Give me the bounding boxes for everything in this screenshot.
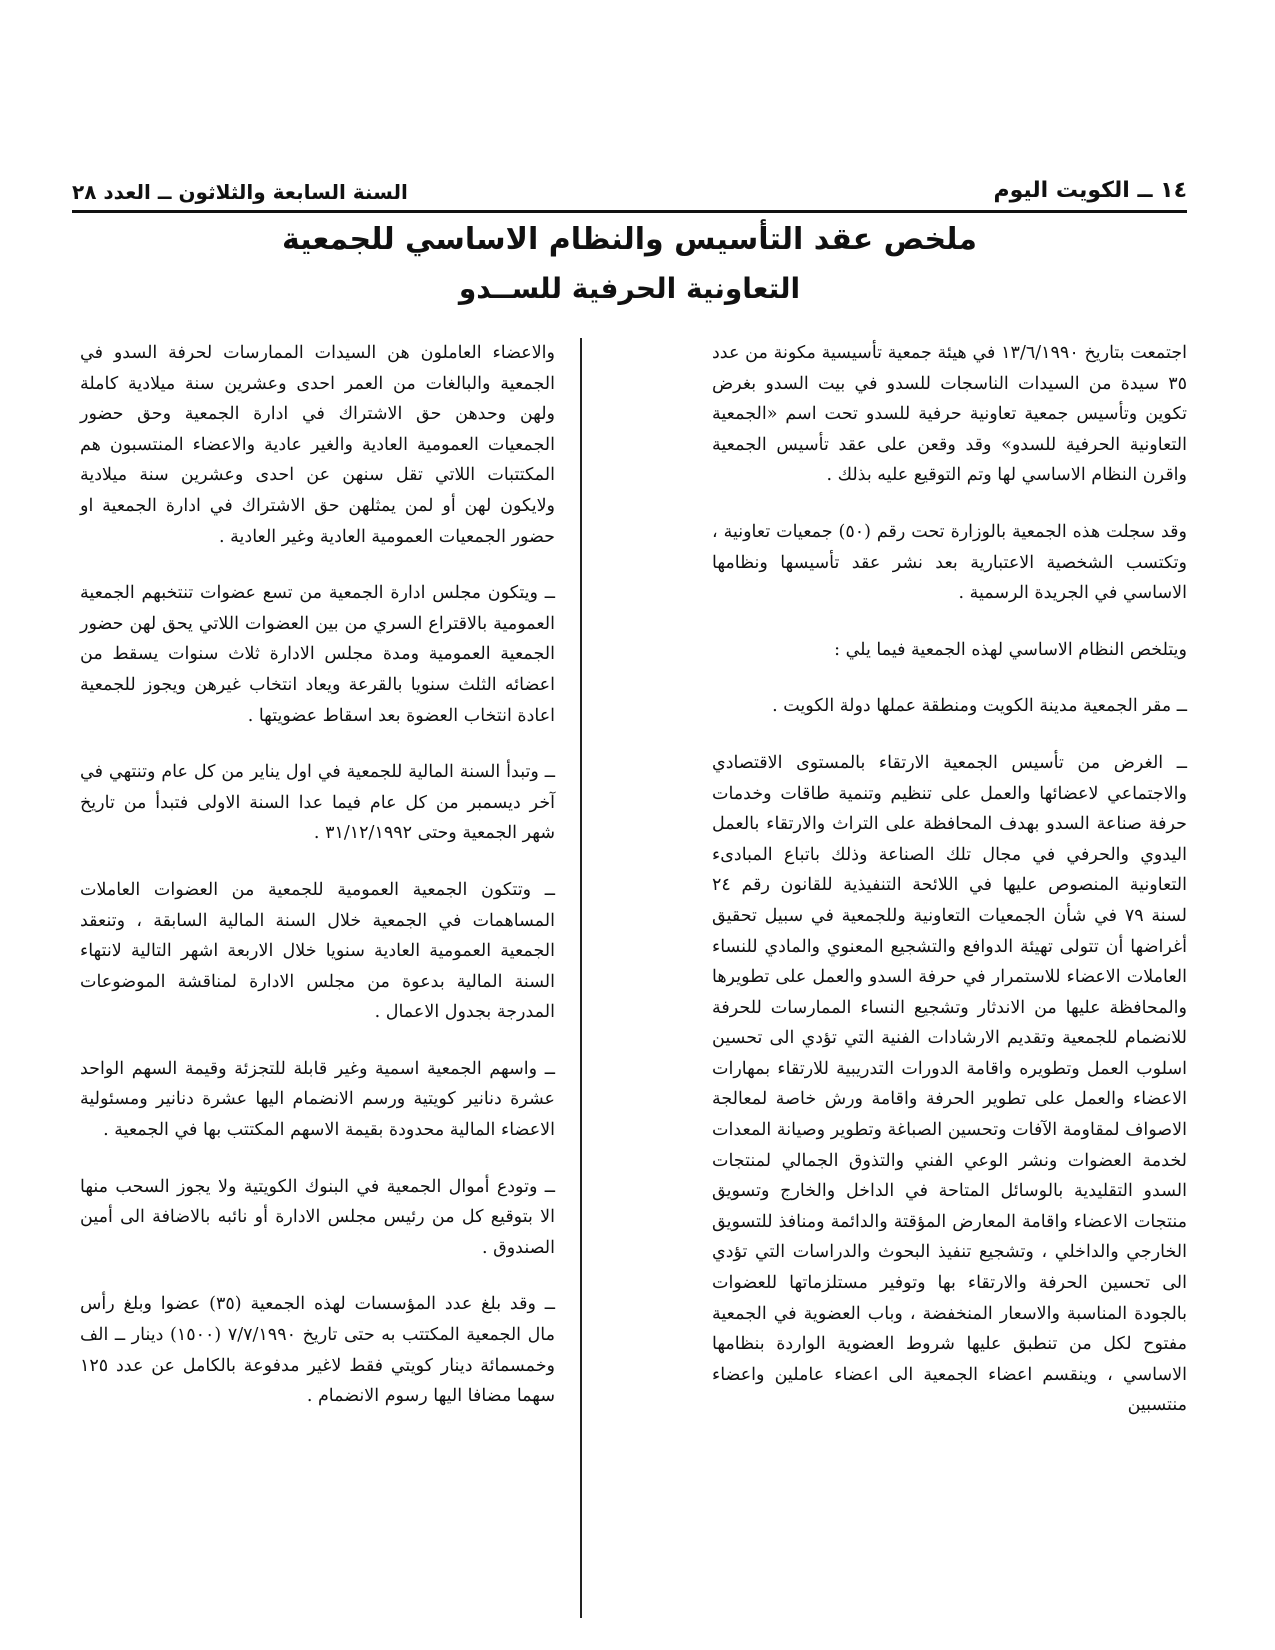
paragraph: ــ وتتكون الجمعية العمومية للجمعية من العضوات العاملات المساهمات في الجمعية خلال السنة المالية السابقة ، وتنعقد الجمعية العمومية العادية سنويا خلال الاربعة اشهر التالية لانتهاء السنة المالية بدعوة من مجلس الادارة لمناقشة الموضوعات المدرجة بجدول الاعمال .: [80, 879, 555, 1023]
article-title: ملخص عقد التأسيس والنظام الاساسي للجمعية: [282, 222, 977, 257]
paragraph: والاعضاء العاملون هن السيدات الممارسات لحرفة السدو في الجمعية والبالغات من العمر احدى وعشرين سنة ميلادية كاملة ولهن وحدهن حق الاشتراك في ادارة الجمعية وحق حضور الجمعيات العمومية العادية والغير عادية والاعضاء المنتسبون هم المكتتبات اللاتي تقل سنهن عن احدى وعشرين سنة ميلادية ولايكون لهن أو لمن يمثلهن حق الاشتراك في ادارة الجمعية او حضور الجمعيات العمومية العادية وغير العادية .: [80, 343, 555, 547]
header-rule: [72, 210, 1187, 213]
paragraph: ــ واسهم الجمعية اسمية وغير قابلة للتجزئة وقيمة السهم الواحد عشرة دنانير كويتية ورسم الانضمام اليها عشرة دنانير ومسئولية الاعضاء المالية محدودة بقيمة الاسهم المكتتب بها في الجمعية .: [80, 1058, 555, 1141]
article-subtitle: التعاونية الحرفية للســدو: [458, 272, 801, 305]
page-number-label: ١٤ ــ الكويت اليوم: [993, 178, 1187, 203]
paragraph: ــ وقد بلغ عدد المؤسسات لهذه الجمعية (٣٥) عضوا وبلغ رأس مال الجمعية المكتتب به حتى تاريخ ٧/٧/١٩٩٠ (١٥٠٠) دينار ــ الف وخمسمائة دينار كويتي فقط لاغير مدفوعة بالكامل عن عدد ١٢٥ سهما مضافا اليها رسوم الانضمام .: [80, 1294, 556, 1407]
paragraph: ــ وتودع أموال الجمعية في البنوك الكويتية ولا يجوز السحب منها الا بتوقيع كل من رئيس مجلس الادارة أو نائبه بالاضافة الى أمين الصندوق .: [80, 1176, 555, 1258]
paragraph: ويتلخص النظام الاساسي لهذه الجمعية فيما يلي :: [834, 639, 1187, 660]
right-column: [712, 338, 1187, 1447]
page-header: [72, 178, 1187, 204]
column-divider: [580, 338, 582, 1618]
paragraph: وقد سجلت هذه الجمعية بالوزارة تحت رقم (٥٠) جمعيات تعاونية ، وتكتسب الشخصية الاعتبارية بعد نشر عقد تأسيسها ونظامها الاساسي في الجريدة الرسمية .: [712, 521, 1187, 604]
issue-label: السنة السابعة والثلاثون ــ العدد ٢٨: [72, 180, 408, 204]
paragraph: ــ ويتكون مجلس ادارة الجمعية من تسع عضوات تنتخبهم الجمعية العمومية بالاقتراع السري من بين العضوات اللاتي يحق لهن حضور الجمعية العمومية ومدة مجلس الادارة ثلاث سنوات يسقط من اعضائه الثلث سنويا بالقرعة ويعاد انتخاب غيرهن ويجوز للجمعية اعادة انتخاب العضوة بعد اسقاط عضويتها .: [80, 583, 555, 726]
paragraph: ــ الغرض من تأسيس الجمعية الارتقاء بالمستوى الاقتصادي والاجتماعي لاعضائها والعمل على تنظيم وتنمية طاقات وخدمات حرفة صناعة السدو بهدف المحافظة على التراث والارتقاء بالعمل اليدوي والحرفي في مجال تلك الصناعة وذلك باتباع المبادىء التعاونية المنصوص عليها في اللائحة التنفيذية للقانون رقم ٢٤ لسنة ٧٩ في شأن الجمعيات التعاونية وللجمعية في سبيل تحقيق أغراضها أن تتولى تهيئة الدوافع والتشجيع المعنوي والمادي للنساء العاملات الاعضاء للاستمرار في حرفة السدو والعمل على تطويرها والمحافظة عليها من الاندثار وتشجيع النساء الممارسات للحرفة للانضمام للجمعية وتقديم الارشادات الفنية التي تؤدي الى تحسين اسلوب العمل وتطويره واقامة الدورات التدريبية للارتقاء بمهارات الاعضاء والعمل على تطوير الحرفة واقامة ورش خاصة لمعالجة الاصواف لمقاومة الآفات وتحسين الصباغة وتطوير وصيانة المعدات لخدمة العضوات ونشر الوعي الفني والتذوق الجمالي لمنتجات السدو التقليدية بالوسائل المتاحة في الداخل والخارج وتسويق منتجات الاعضاء واقامة المعارض المؤقتة والدائمة ومنافذ للتسويق الخارجي والداخلي ، وتشجيع تنفيذ البحوث والدراسات التي تؤدي الى تحسين الحرفة والارتقاء بها وتوفير مستلزماتها للعضوات بالجودة المناسبة والاسعار المنخفضة ، وباب العضوية في الجمعية مفتوح لكل من تنطبق عليها شروط العضوية الواردة بنظامها الاساسي ، وينقسم اعضاء الجمعية الى اعضاء عاملين واعضاء منتسبين: [712, 752, 1188, 1416]
left-column: [80, 338, 555, 1438]
paragraph: ــ مقر الجمعية مدينة الكويت ومنطقة عملها دولة الكويت .: [772, 696, 1187, 717]
paragraph: ــ وتبدأ السنة المالية للجمعية في اول يناير من كل عام وتنتهي في آخر ديسمبر من كل عام فيما عدا السنة الاولى فتبدأ من تاريخ شهر الجمعية وحتى ٣١/١٢/١٩٩٢ .: [80, 762, 555, 844]
paragraph: اجتمعت بتاريخ ١٣/٦/١٩٩٠ في هيئة جمعية تأسيسية مكونة من عدد ٣٥ سيدة من السيدات الناسجات للسدو في بيت السدو بغرض تكوين وتأسيس جمعية تعاونية حرفية للسدو تحت اسم «الجمعية التعاونية الحرفية للسدو» وقد وقعن على عقد تأسيس الجمعية واقرن النظام الاساسي لها وتم التوقيع عليه بذلك .: [712, 343, 1187, 486]
